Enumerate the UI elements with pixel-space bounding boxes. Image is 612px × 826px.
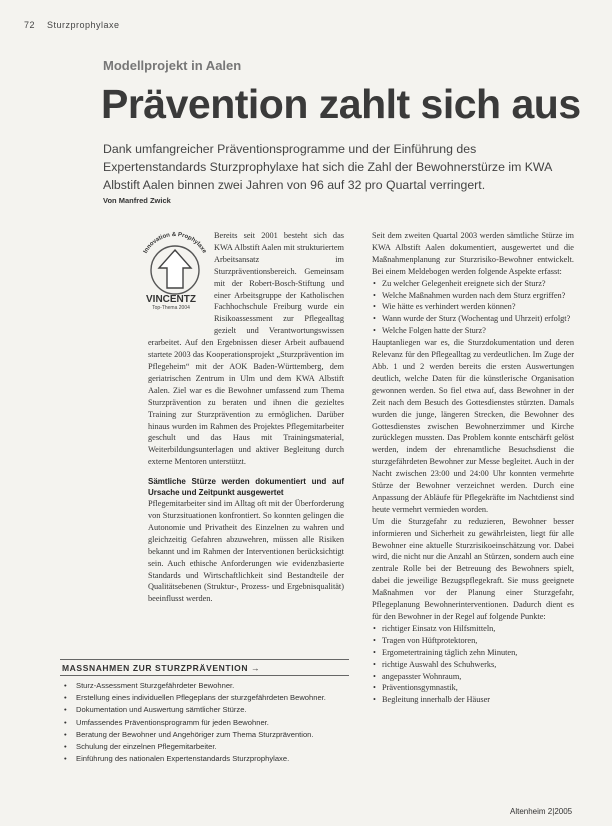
page-header — [24, 20, 120, 30]
list-item: • Beratung der Bewohner und Angehöriger zum Thema Sturzprävention. — [76, 729, 376, 741]
list-item: • richtige Auswahl des Schuhwerks, — [382, 659, 574, 671]
list-item: • Schulung der einzelnen Pflegemitarbeiter. — [76, 741, 376, 753]
article-kicker: Modellprojekt in Aalen — [103, 58, 242, 73]
logo-sub: Top-Thema 2004 — [152, 305, 190, 310]
measures-box-list — [60, 680, 376, 765]
list-item: • Dokumentation und Auswertung sämtlicher Stürze. — [76, 704, 376, 716]
measures-box-title: MASSNAHMEN ZUR STURZPRÄVENTION → — [60, 659, 349, 676]
list-item: • angepasster Wohnraum, — [382, 671, 574, 683]
list-item: • Wann wurde der Sturz (Wochentag und Uhrzeit) erfolgt? — [382, 313, 574, 325]
list-item: • Welche Maßnahmen wurden nach dem Sturz ergriffen? — [382, 290, 574, 302]
list-item: • Präventionsgymnastik, — [382, 682, 574, 694]
article-lead: Dank umfangreicher Präventionsprogramme und der Einführung des Expertenstandards Sturzprophylaxe hat sich die Zahl der Bewohnerstürze im KWA Albstift Aalen binnen zwei Jahren von 96 auf 32 pro Quartal verringert. — [103, 142, 552, 192]
page-number: 72 — [24, 20, 36, 30]
right-column — [372, 230, 574, 706]
page-footer: Altenheim 2|2005 — [510, 807, 573, 816]
list-item: • Umfassendes Präventionsprogramm für jeden Bewohner. — [76, 717, 376, 729]
right-paragraph-1: Seit dem zweiten Quartal 2003 werden sämtliche Stürze im KWA Albstift Aalen dokumentiert, ausgewertet und die Maßnahmenplanung zur Sturzrisiko-Bewohner entwickelt. Bei einem Meldebogen werden folgende Aspekte erfasst: — [372, 231, 574, 276]
left-column — [148, 230, 344, 605]
list-item: • Einführung des nationalen Expertenstandards Sturzprophylaxe. — [76, 753, 376, 765]
logo-spacer — [148, 230, 214, 330]
article-headline: Prävention zahlt sich aus — [101, 81, 581, 127]
question-list — [372, 278, 574, 338]
list-item: • Erstellung eines individuellen Pflegeplans der sturzgefährdeten Bewohner. — [76, 692, 376, 704]
list-item: • richtiger Einsatz von Hilfsmitteln, — [382, 623, 574, 635]
left-paragraph-1: Bereits seit 2001 besteht sich das KWA Albstift Aalen mit strukturiertem Arbeitsansatz im Sturzpräventionsbereich. Gemeinsam mit der Robert-Bosch-Stiftung und einer Arbeitsgruppe der Katholischen Fachhochschule Freiburg wurde ein Risikoassessment zur Pflegealltag gezielt und Verantwortungswissen erarbeitet. Auf den Ergebnissen dieser Arbeit aufbauend startete 2003 das Kooperationsprojekt „Sturzprävention im Pflegeheim“ mit der AOK Baden-Württemberg, dem geriatrischen Zentrum in Ulm und dem KWA Albstift Aalen. Ziel war es die Bewohner umfassend zum Thema Sturzprävention zu beraten und ihnen die gezieltes Training zur Sturzprävention zu ermöglichen. Darüber hinaus wurden im Rahmen des Projektes Pflegemitarbeiter geschult und das Haus mit Trainingsmaterial, Weiterbildungsunterlagen und aktiver Begleitung durch externe Mentoren unterstützt. — [148, 231, 344, 467]
section-name: Sturzprophylaxe — [47, 20, 120, 30]
list-item: • Wie hätte es verhindert werden können? — [382, 301, 574, 313]
right-paragraph-2: Hauptanliegen war es, die Sturzdokumentation und deren Relevanz für den Pflegealltag zu verdeutlichen. Im Zuge der Abb. 1 und 2 werden bereits die ersten Auswertungen deutlich, welche Daten für die künstlerische Organisation gewonnen werden. So fiel etwa auf, dass Bewohner in der Zeit nach dem Besuch des Gottesdienstes stürzten. Damals wurden die junge, längeren Strecken, die Bewohner des Gottesdienstes zwischen Bewohnerzimmer und Kirche zurücklegen mussten. Das Problem konnte entschärft gelöst werden, indem der ehrenamtliche Besuchsdienst die sturzgefährdeten Bewohner zur Messe begleitet. Auch in der Nacht zwischen 23:00 und 24:00 Uhr konnten vermehrte Stürze der Bewohner verzeichnet werden. Durch eine Anpassung der Abläufe für Pflegekräfte im Nachtdienst sind heute vermehrt vermieden worden. — [372, 338, 574, 514]
list-item: • Tragen von Hüftprotektoren, — [382, 635, 574, 647]
article-byline: Von Manfred Zwick — [103, 196, 171, 205]
list-item: • Welche Folgen hatte der Sturz? — [382, 325, 574, 337]
left-paragraph-2: Pflegemitarbeiter sind im Alltag oft mit der Überforderung von Sturzsituationen konfrontiert. So konnten gelingen die Autonomie und Privatheit des Einzelnen zu wahren und gleichzeitig Gefahren abzuwehren, müssen alle Risiken bekannt und im Rahmen der Interventionen berücksichtigt sein. Auch ethische Anforderungen wie evidenzbasierte Standards und Wirtschaftlichkeit sind Bestandteile der Qualitätsebenen (Struktur-, Prozess- und Ergebnisqualität) beeinflusst werden. — [148, 499, 344, 604]
measures-list — [372, 623, 574, 706]
list-item: • Sturz-Assessment Sturzgefährdeter Bewohner. — [76, 680, 376, 692]
list-item: • Begleitung innerhalb der Häuser — [382, 694, 574, 706]
left-subhead: Sämtliche Stürze werden dokumentiert und auf Ursache und Zeitpunkt ausgewertet — [148, 477, 344, 498]
list-item: • Ergometertraining täglich zehn Minuten, — [382, 647, 574, 659]
logo-arc-text: Innovation & Prophylaxe — [142, 231, 208, 255]
right-paragraph-3: Um die Sturzgefahr zu reduzieren, Bewohner besser informieren und Sicherheit zu gewährleisten, liegt für alle Bewohner eine aktuelle Sturzrisikoeinschätzung vor. Dabei wird, die nicht nur die Anzahl an Stürzen, sondern auch eine zentrale Rolle bei der Betreuung des Bewohners spielt, dabei die jeweilige Bezugspflegekraft. Sie muss geeignete Maßnahmen vor der Planung einer Sturzgefahr, Pflegeplanung Bewohnerinterventionen. Dadurch dient es für den Bewohner in der Regel auf folgende Punkte: — [372, 516, 574, 621]
logo-name: VINCENTZ — [146, 294, 196, 305]
list-item: • Zu welcher Gelegenheit ereignete sich der Sturz? — [382, 278, 574, 290]
